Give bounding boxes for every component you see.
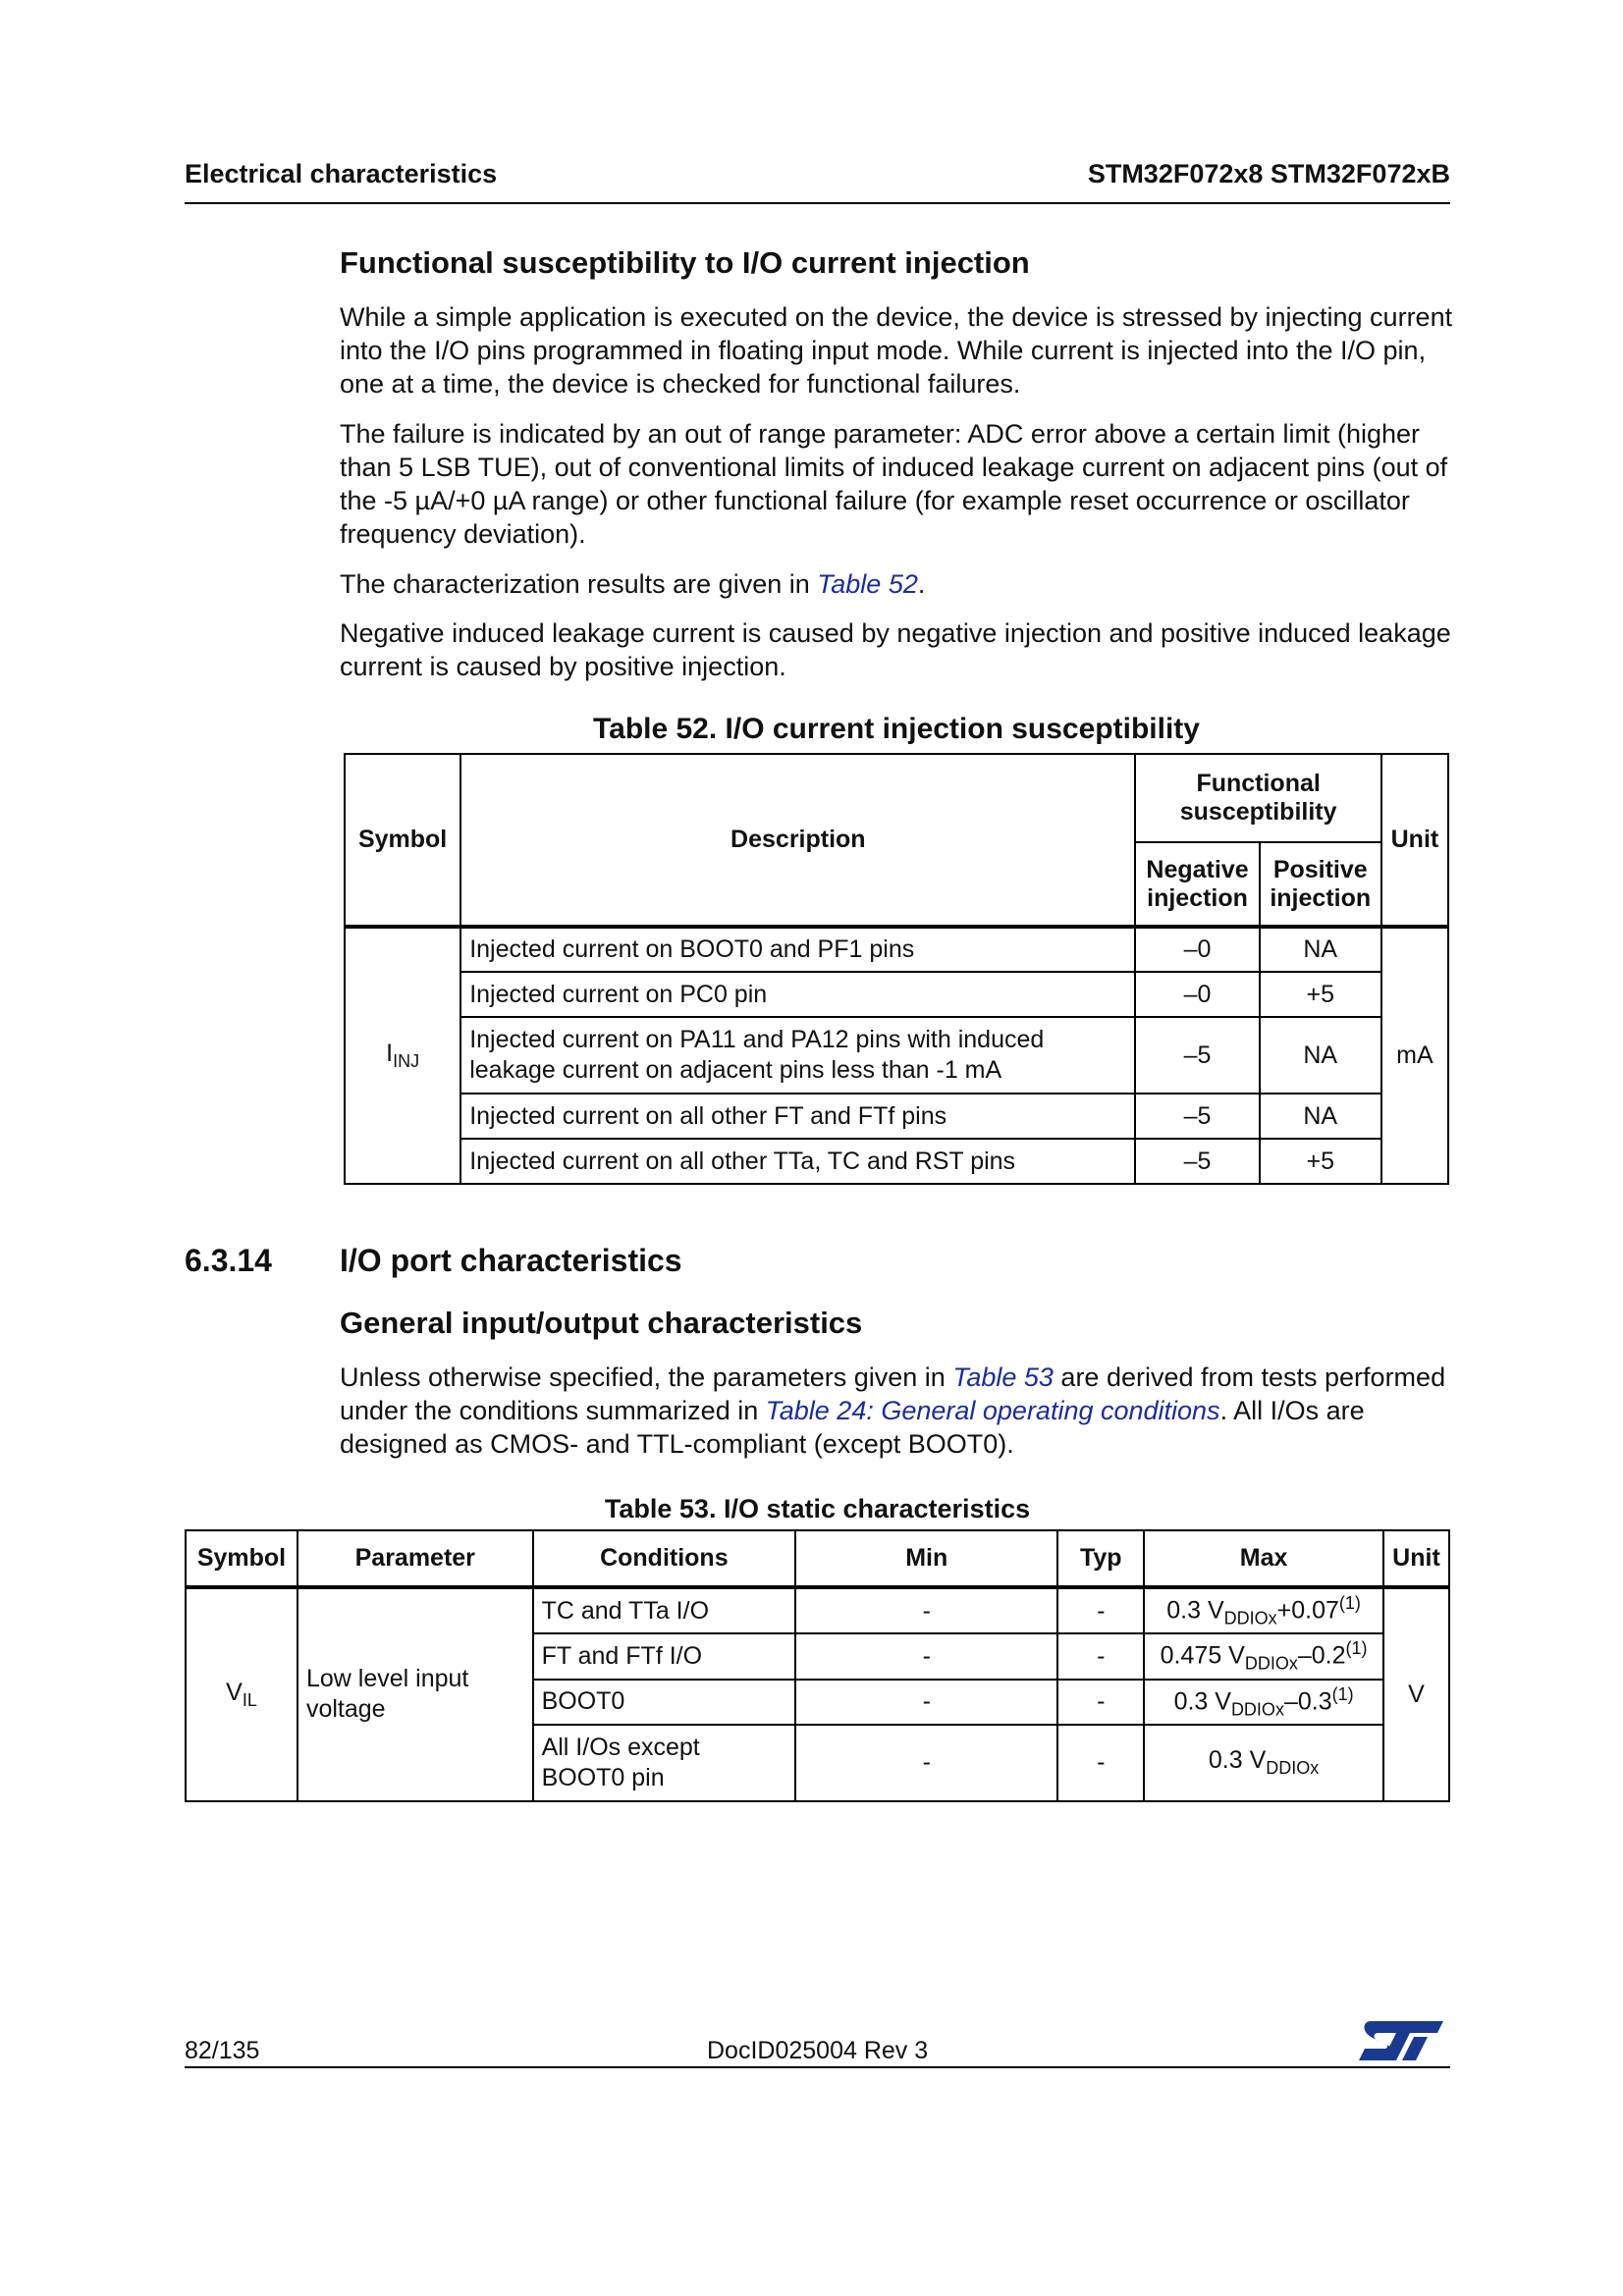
- t53-header-min: Min: [795, 1530, 1057, 1587]
- t53-max-a: 0.3 V: [1208, 1746, 1267, 1775]
- paragraph-3-text: The characterization results are given in: [340, 569, 818, 599]
- t53-symbol-sub: IL: [242, 1689, 257, 1710]
- table-row: [345, 1094, 1448, 1139]
- table-row: [345, 972, 1448, 1017]
- t53-min: -: [795, 1587, 1057, 1633]
- t52-neg: –5: [1135, 1017, 1259, 1094]
- paragraph-2: The failure is indicated by an out of range parameter: ADC error above a certain limit (higher than 5 LSB TUE), out of conventional limits of induced leakage current on adjacent pins (out of the -5 µA/+0 µA range) or other functional failure (for example reset occurrence or oscillator frequency deviation).: [340, 419, 1448, 549]
- t53-min: -: [795, 1680, 1057, 1725]
- t52-header-positive: Positive injection: [1260, 842, 1381, 927]
- t53-header-parameter: Parameter: [298, 1530, 533, 1587]
- table-row: [345, 1139, 1448, 1184]
- t53-max-a: 0.3 V: [1166, 1596, 1224, 1625]
- t53-cond: TC and TTa I/O: [533, 1587, 796, 1633]
- t53-typ: -: [1057, 1633, 1144, 1679]
- t53-max-a: 0.3 V: [1173, 1686, 1231, 1715]
- t52-pos: NA: [1260, 1017, 1381, 1094]
- table-53-caption: Table 53. I/O static characteristics: [604, 1494, 1031, 1523]
- t52-pos: NA: [1260, 927, 1381, 972]
- table-row: [345, 1017, 1448, 1094]
- t52-desc: Injected current on all other TTa, TC and RST pins: [460, 1139, 1135, 1184]
- t52-pos: NA: [1260, 1094, 1381, 1139]
- t52-symbol-sub: INJ: [393, 1051, 420, 1071]
- t53-cond: FT and FTf I/O: [533, 1633, 796, 1679]
- table-53: [185, 1529, 1450, 1802]
- footer-page-number: 82/135: [185, 2037, 260, 2064]
- t53-symbol-main: V: [226, 1678, 243, 1706]
- table-row: [345, 927, 1448, 972]
- io-intro-text-b: are derived from tests performed under the conditions summarized in: [340, 1362, 1446, 1425]
- t53-max-sub: DDIOx: [1230, 1698, 1284, 1719]
- paragraph-io-intro: [340, 1361, 1454, 1461]
- t52-symbol-main: I: [386, 1040, 394, 1067]
- paragraph-3-end: .: [917, 569, 926, 599]
- t53-cond: All I/Os except BOOT0 pin: [533, 1725, 796, 1801]
- t53-typ: -: [1057, 1680, 1144, 1725]
- t53-header-unit: Unit: [1383, 1530, 1449, 1587]
- header-rule: [185, 202, 1450, 204]
- link-table-24[interactable]: Table 24: General operating conditions: [765, 1396, 1220, 1425]
- subsection-title-injection: Functional susceptibility to I/O current injection: [340, 245, 1030, 280]
- t52-unit-value: mA: [1381, 927, 1448, 1184]
- section-title: I/O port characteristics: [340, 1243, 682, 1278]
- t53-header-symbol: Symbol: [186, 1530, 298, 1587]
- t53-unit-value: V: [1383, 1587, 1449, 1801]
- footer-rule: [185, 2066, 1450, 2068]
- t52-symbol-iinj: [345, 927, 460, 1184]
- t52-desc: Injected current on BOOT0 and PF1 pins: [460, 927, 1135, 972]
- table-52-caption: Table 52. I/O current injection susceptibility: [593, 713, 1200, 745]
- section-number: 6.3.14: [185, 1243, 272, 1278]
- t52-header-functional: Functional susceptibility: [1135, 754, 1380, 842]
- header-section-title: Electrical characteristics: [185, 159, 498, 188]
- link-table-53[interactable]: Table 53: [952, 1362, 1054, 1392]
- t53-symbol-vil: [186, 1587, 298, 1801]
- link-table-52[interactable]: Table 52: [817, 569, 918, 599]
- t52-header-negative: Negative injection: [1135, 842, 1259, 927]
- t53-header-typ: Typ: [1057, 1530, 1144, 1587]
- paragraph-3: [340, 567, 1454, 601]
- t53-max-b: –0.3: [1283, 1686, 1332, 1715]
- t52-neg: –0: [1135, 972, 1259, 1017]
- t52-desc: Injected current on all other FT and FTf pins: [460, 1094, 1135, 1139]
- t53-header-conditions: Conditions: [533, 1530, 796, 1587]
- t52-pos: +5: [1260, 1139, 1381, 1184]
- t53-max: [1144, 1633, 1383, 1679]
- t52-pos: +5: [1260, 972, 1381, 1017]
- t53-max: [1144, 1587, 1383, 1633]
- t52-header-unit: Unit: [1381, 754, 1448, 927]
- t53-max-a: 0.475 V: [1160, 1641, 1245, 1670]
- table-52: [344, 753, 1449, 1185]
- footer-doc-id: DocID025004 Rev 3: [707, 2037, 929, 2064]
- t53-header-max: Max: [1144, 1530, 1383, 1587]
- t52-desc: Injected current on PA11 and PA12 pins with induced leakage current on adjacent pins less than -1 mA: [460, 1017, 1135, 1094]
- t53-max-footnote[interactable]: (1): [1331, 1683, 1354, 1704]
- t52-neg: –0: [1135, 927, 1259, 972]
- t53-max-footnote[interactable]: (1): [1338, 1593, 1361, 1613]
- t53-max-sub: DDIOx: [1266, 1758, 1320, 1779]
- t53-cond: BOOT0: [533, 1680, 796, 1725]
- t53-parameter: Low level input voltage: [298, 1587, 533, 1801]
- header-part-numbers: STM32F072x8 STM32F072xB: [1087, 159, 1450, 188]
- t53-max: [1144, 1680, 1383, 1725]
- t53-max-sub: DDIOx: [1244, 1653, 1298, 1674]
- table-row: [186, 1587, 1449, 1633]
- t53-min: -: [795, 1633, 1057, 1679]
- t52-desc: Injected current on PC0 pin: [460, 972, 1135, 1017]
- paragraph-1: While a simple application is executed on the device, the device is stressed by injecting current into the I/O pins programmed in floating input mode. While current is injected into the I/O pin, one at a time, the device is checked for functional failures.: [340, 302, 1453, 399]
- t52-neg: –5: [1135, 1139, 1259, 1184]
- t53-max: [1144, 1725, 1383, 1801]
- t53-typ: -: [1057, 1725, 1144, 1801]
- subsection-title-general-io: General input/output characteristics: [340, 1306, 863, 1340]
- t52-neg: –5: [1135, 1094, 1259, 1139]
- t53-max-sub: DDIOx: [1223, 1608, 1277, 1629]
- t53-typ: -: [1057, 1587, 1144, 1633]
- t52-header-description: Description: [460, 754, 1135, 927]
- t52-header-symbol: Symbol: [345, 754, 460, 927]
- t53-min: -: [795, 1725, 1057, 1801]
- t53-max-b: +0.07: [1276, 1596, 1339, 1625]
- t53-max-footnote[interactable]: (1): [1345, 1638, 1368, 1659]
- io-intro-text-c: . All I/Os are designed as CMOS- and TTL-compliant (except BOOT0).: [340, 1396, 1365, 1459]
- st-logo-icon: [1357, 2017, 1447, 2064]
- paragraph-4: Negative induced leakage current is caused by negative injection and positive induced leakage current is caused by positive injection.: [340, 618, 1451, 681]
- io-intro-text-a: Unless otherwise specified, the parameters given in: [340, 1362, 953, 1392]
- t53-max-b: –0.2: [1297, 1641, 1346, 1670]
